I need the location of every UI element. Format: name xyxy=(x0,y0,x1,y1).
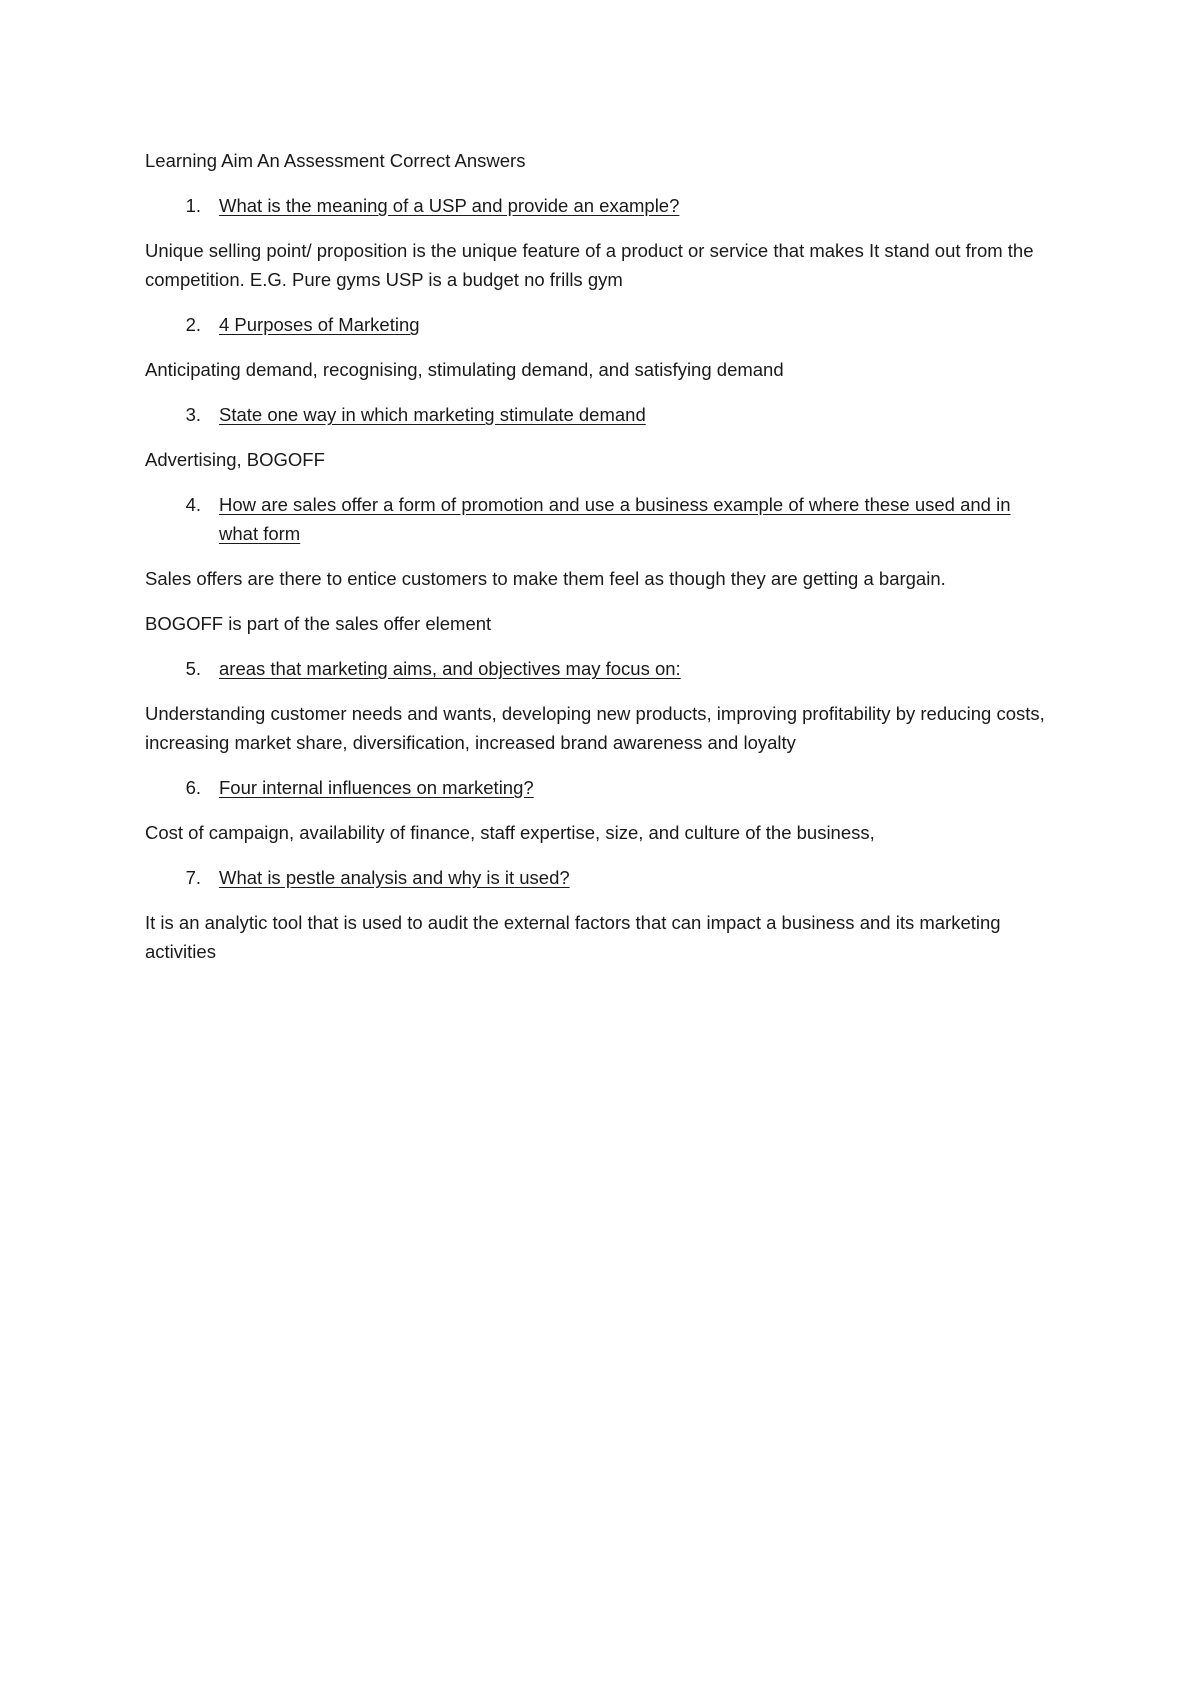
question-text: 4 Purposes of Marketing xyxy=(219,314,420,335)
question-text: What is the meaning of a USP and provide an example? xyxy=(219,195,680,216)
answer-5: Understanding customer needs and wants, developing new products, improving profitability by reducing costs, increasing market share, diversification, increased brand awareness and loyalty xyxy=(145,703,1045,753)
question-number: 4. xyxy=(185,494,201,515)
question-text: What is pestle analysis and why is it used? xyxy=(219,867,570,888)
answer-4b: BOGOFF is part of the sales offer element xyxy=(145,613,492,634)
question-number: 5. xyxy=(185,658,201,679)
question-2 xyxy=(145,310,1075,339)
question-3 xyxy=(145,400,1075,429)
question-number: 6. xyxy=(185,777,201,798)
question-number: 2. xyxy=(185,314,201,335)
question-number: 3. xyxy=(185,404,201,425)
question-text: How are sales offer a form of promotion and use a business example of where these used and in what form xyxy=(219,494,1011,544)
answer-4a: Sales offers are there to entice customers to make them feel as though they are getting a bargain. xyxy=(145,568,946,589)
question-text: areas that marketing aims, and objectives may focus on: xyxy=(219,658,681,679)
answer-6: Cost of campaign, availability of finance, staff expertise, size, and culture of the business, xyxy=(145,822,875,843)
answer-1: Unique selling point/ proposition is the unique feature of a product or service that makes It stand out from the competition. E.G. Pure gyms USP is a budget no frills gym xyxy=(145,240,1034,290)
answer-3: Advertising, BOGOFF xyxy=(145,449,325,470)
question-1 xyxy=(145,191,1075,220)
question-text: State one way in which marketing stimulate demand xyxy=(219,404,646,425)
question-number: 1. xyxy=(185,195,201,216)
question-text: Four internal influences on marketing? xyxy=(219,777,534,798)
question-number: 7. xyxy=(185,867,201,888)
question-7 xyxy=(145,863,1075,892)
answer-7: It is an analytic tool that is used to audit the external factors that can impact a business and its marketing activities xyxy=(145,912,1001,962)
document-body xyxy=(145,146,1075,982)
question-4 xyxy=(145,490,1075,548)
question-6 xyxy=(145,773,1075,802)
question-5 xyxy=(145,654,1075,683)
answer-2: Anticipating demand, recognising, stimulating demand, and satisfying demand xyxy=(145,359,784,380)
document-title: Learning Aim An Assessment Correct Answers xyxy=(145,150,526,171)
